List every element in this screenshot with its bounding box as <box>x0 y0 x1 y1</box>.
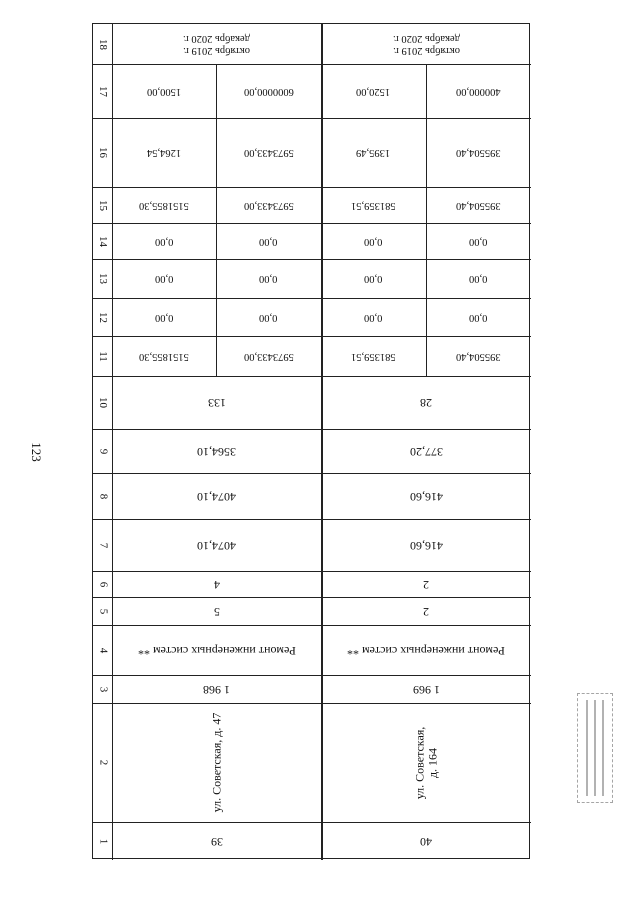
value-cell: 5151855,30 <box>139 199 189 211</box>
value-cell: 0,00 <box>154 273 174 284</box>
column-number: 10 <box>97 397 109 408</box>
column-number: 15 <box>97 199 109 211</box>
date-range-cell: октябрь 2019 г. декабрь 2020 г. <box>392 33 460 56</box>
value-cell: 395504,40 <box>456 147 501 158</box>
column-number: 1 <box>97 838 109 844</box>
value-cell: 0,00 <box>259 273 278 284</box>
value-cell: 416,60 <box>409 538 443 553</box>
column-number: 8 <box>97 493 109 499</box>
value-cell: 0,00 <box>364 235 383 247</box>
value-cell: Ремонт инженерных систем ** <box>137 643 296 658</box>
column-number: 4 <box>97 647 109 653</box>
column-number: 9 <box>97 448 109 454</box>
column-number: 14 <box>97 235 109 247</box>
value-cell: 395504,40 <box>456 199 501 211</box>
column-number: 13 <box>97 273 109 284</box>
value-cell: 39 <box>210 834 223 849</box>
value-cell: 40 <box>420 834 432 849</box>
column-number: 11 <box>97 350 109 362</box>
value-cell: 2 <box>423 604 429 619</box>
column-number: 5 <box>97 608 109 614</box>
column-number: 3 <box>97 686 109 692</box>
column-number: 16 <box>97 147 109 158</box>
value-cell: 0,00 <box>259 311 278 323</box>
value-cell: 5151855,30 <box>139 350 189 362</box>
value-cell: 416,60 <box>409 489 443 504</box>
value-cell: 1500,00 <box>146 85 182 97</box>
column-number: 6 <box>97 581 109 587</box>
value-cell: 4074,10 <box>197 489 236 504</box>
value-cell: Ремонт инженерных систем ** <box>347 643 505 658</box>
value-cell: 0,00 <box>364 311 383 323</box>
value-cell: 400000,00 <box>456 85 501 97</box>
value-cell: 0,00 <box>154 311 174 323</box>
value-cell: 5973433,00 <box>243 199 294 211</box>
column-number: 18 <box>97 38 109 50</box>
value-cell: 5973433,00 <box>243 147 294 158</box>
column-number: 2 <box>97 759 109 766</box>
value-cell: 581359,51 <box>351 199 396 211</box>
value-cell: 133 <box>207 396 226 410</box>
column-number: 17 <box>97 85 109 97</box>
value-cell: 1 968 <box>203 682 230 697</box>
date-range-cell: октябрь 2019 г. декабрь 2020 г. <box>183 33 250 56</box>
value-cell: 0,00 <box>469 235 488 247</box>
rotated-data-table <box>92 23 530 859</box>
value-cell: 28 <box>420 396 432 410</box>
address-cell: ул. Советская, д. 47 <box>208 712 223 813</box>
value-cell: 377,20 <box>409 444 443 459</box>
column-number: 7 <box>97 542 109 548</box>
value-cell: 1264,54 <box>146 147 182 158</box>
value-cell: 0,00 <box>469 273 488 284</box>
value-cell: 2 <box>423 577 429 592</box>
column-number: 12 <box>97 311 109 323</box>
value-cell: 0,00 <box>364 273 383 284</box>
value-cell: 5 <box>213 604 220 619</box>
value-cell: 0,00 <box>469 311 488 323</box>
value-cell: 581359,51 <box>351 350 396 362</box>
value-cell: 3564,10 <box>197 444 236 459</box>
page-number: 123 <box>29 442 44 462</box>
value-cell: 6000000,00 <box>243 85 294 97</box>
value-cell: 0,00 <box>154 235 174 247</box>
value-cell: 1 969 <box>412 682 440 697</box>
value-cell: 4074,10 <box>197 538 236 553</box>
value-cell: 5973433,00 <box>243 350 294 362</box>
value-cell: 1520,00 <box>356 85 391 97</box>
value-cell: 4 <box>213 577 220 592</box>
value-cell: 0,00 <box>259 235 278 247</box>
address-cell: ул. Советская, д. 164 <box>411 726 439 799</box>
stamp-watermark <box>577 693 613 803</box>
value-cell: 1395,49 <box>356 147 391 158</box>
value-cell: 395504,40 <box>456 350 501 362</box>
